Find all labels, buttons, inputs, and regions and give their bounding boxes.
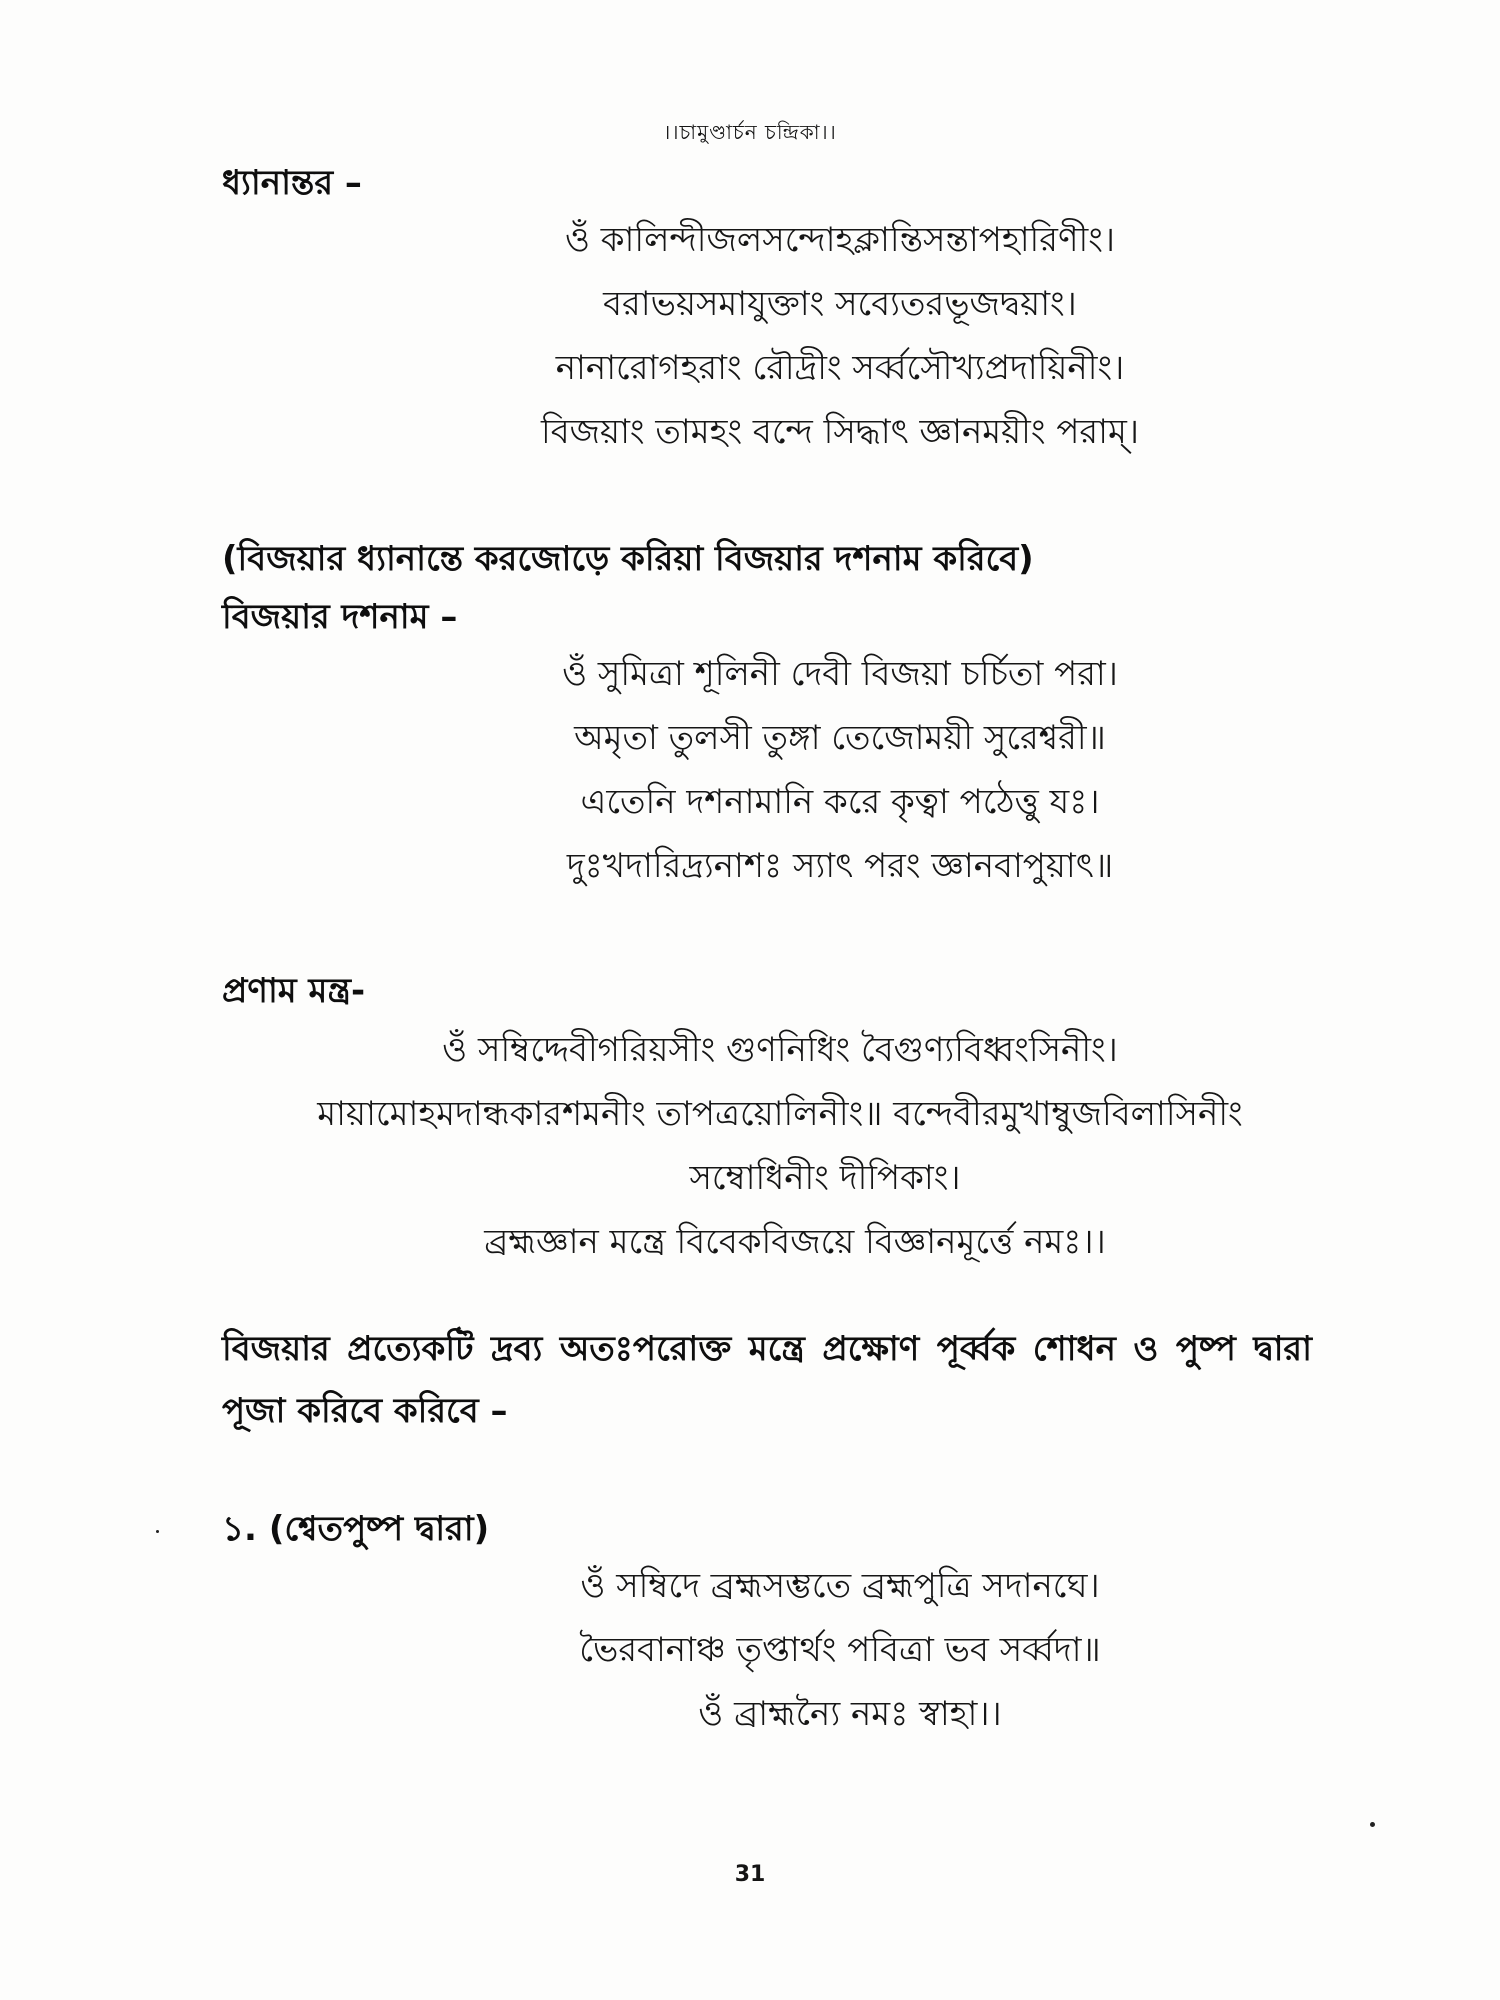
verse-block-dashanam — [90, 642, 1500, 898]
scan-speck — [156, 1530, 159, 1533]
verse-line: এতেনি দশনামানি করে কৃত্বা পঠেত্তু যঃ। — [580, 782, 1100, 822]
verse-line: নানারোগহরাং রৌদ্রীং সর্ব্বসৌখ্যপ্রদায়িনীং। — [555, 348, 1125, 388]
verse-line: ওঁ সম্বিদে ব্রহ্মসম্ভতে ব্রহ্মপুত্রি সদানঘে। — [580, 1566, 1100, 1606]
verse-line: ব্রহ্মজ্ঞান মন্ত্রে বিবেকবিজয়ে বিজ্ঞানমূর্ত্তে নমঃ।। — [484, 1222, 1106, 1262]
scan-speck — [1370, 1822, 1375, 1827]
verse-line: ভৈরবানাঞ্চ তৃপ্তার্থং পবিত্রা ভব সর্ব্বদা॥ — [579, 1630, 1101, 1670]
verse-block-shvetpushpa — [90, 1554, 1500, 1746]
running-head: ।।চামুণ্ডার্চন চন্দ্রিকা।। — [663, 120, 837, 144]
verse-line: বরাভয়সমাযুক্তাং সব্যেতরভূজদ্বয়াং। — [603, 284, 1077, 324]
section-heading-dashanam: বিজয়ার দশনাম – — [222, 597, 458, 637]
verse-line: ওঁ ব্রাহ্মন্যৈ নমঃ স্বাহা।। — [698, 1694, 1002, 1734]
instruction-shodhan: বিজয়ার প্রত্যেকটি দ্রব্য অতঃপরোক্ত মন্ত্রে প্রক্ষোণ পূর্ব্বক শোধন ও পুষ্প দ্বারা পূজা করিবে করিবে – — [222, 1329, 1312, 1431]
verse-block-dhyanantar — [90, 208, 1500, 464]
section-heading-dhyanantar: ধ্যানান্তর – — [222, 163, 362, 203]
verse-line: ওঁ সুমিত্রা শূলিনী দেবী বিজয়া চর্চিতা পরা। — [562, 654, 1118, 694]
instruction-dashanam: (বিজয়ার ধ্যানান্তে করজোড়ে করিয়া বিজয়ার দশনাম করিবে) — [222, 539, 1034, 579]
verse-line: মায়ামোহমদান্ধকারশমনীং তাপত্রয়োলিনীং॥ বন্দেবীরমুখাম্বুজবিলাসিনীং — [317, 1094, 1243, 1134]
verse-line: ওঁ সম্বিদ্দেবীগরিয়সীং গুণনিধিং বৈগুণ্যবিধ্বংসিনীং। — [442, 1030, 1118, 1070]
verse-line: ওঁ কালিন্দীজলসন্দোহক্লান্তিসন্তাপহারিণীং। — [564, 220, 1116, 260]
verse-line: বিজয়াং তামহং বন্দে সিদ্ধাৎ জ্ঞানময়ীং পরাম্। — [540, 412, 1140, 452]
verse-line: দুঃখদারিদ্র্যনাশঃ স্যাৎ পরং জ্ঞানবাপুয়াৎ॥ — [566, 846, 1114, 886]
section-heading-pranam-mantra: প্রণাম মন্ত্র- — [222, 971, 366, 1011]
page-number: 31 — [734, 1862, 766, 1887]
verse-line: অমৃতা তুলসী তুঙ্গা তেজোময়ী সুরেশ্বরী॥ — [574, 718, 1106, 758]
section-heading-shvetpushpa: ১. (শ্বেতপুষ্প দ্বারা) — [222, 1509, 490, 1549]
verse-line: সম্বোধিনীং দীপিকাং। — [689, 1158, 961, 1198]
verse-block-pranam — [0, 1018, 1500, 1274]
